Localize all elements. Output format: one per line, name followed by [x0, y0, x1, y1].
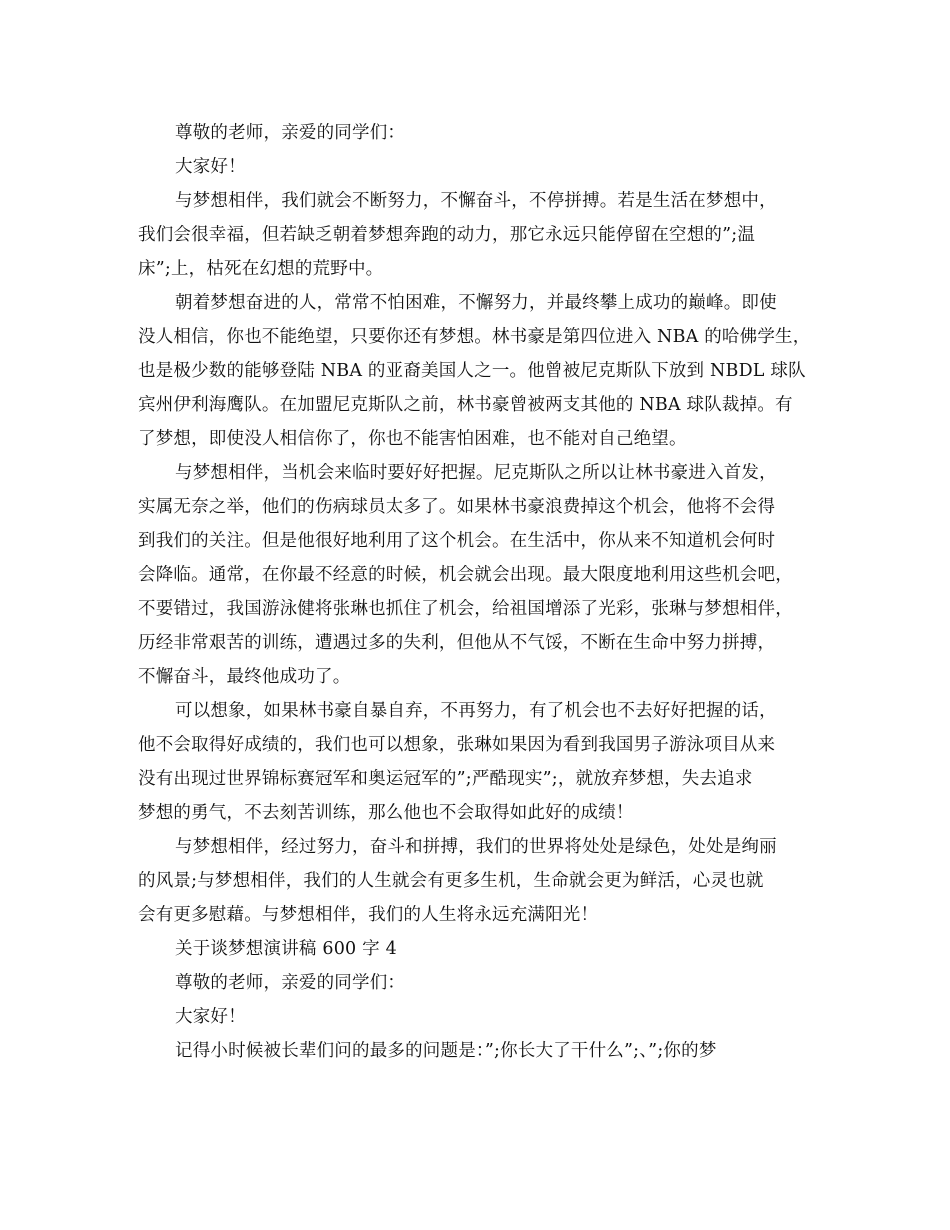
text-line: 他不会取得好成绩的，我们也可以想象，张琳如果因为看到我国男子游泳项目从来 — [138, 735, 776, 755]
text-line: 没人相信，你也不能绝望，只要你还有梦想。林书豪是第四位进入 NBA 的哈佛学生， — [138, 327, 811, 347]
text-line: 了梦想，即使没人相信你了，你也不能害怕困难，也不能对自己绝望。 — [138, 429, 687, 449]
text-line: 与梦想相伴，当机会来临时要好好把握。尼克斯队之所以让林书豪进入首发， — [175, 463, 777, 483]
text-line: 会有更多慰藉。与梦想相伴，我们的人生将永远充满阳光！ — [138, 905, 599, 925]
section-heading: 关于谈梦想演讲稿 600 字 4 — [175, 939, 397, 959]
text-line: 与梦想相伴，经过努力，奋斗和拼搏，我们的世界将处处是绿色，处处是绚丽 — [175, 837, 777, 857]
text-line: 会降临。通常，在你最不经意的时候，机会就会出现。最大限度地利用这些机会吧， — [138, 565, 793, 585]
text-line: 宾州伊利海鹰队。在加盟尼克斯队之前，林书豪曾被两支其他的 NBA 球队裁掉。有 — [138, 395, 793, 415]
text-line: 梦想的勇气，不去刻苦训练，那么他也不会取得如此好的成绩！ — [138, 803, 634, 823]
text-line: 与梦想相伴，我们就会不断努力，不懈奋斗，不停拼搏。若是生活在梦想中， — [175, 191, 777, 211]
text-line: 历经非常艰苦的训练，遭遇过多的失利，但他从不气馁，不断在生命中努力拼搏， — [138, 633, 776, 653]
text-line: 可以想象，如果林书豪自暴自弃，不再努力，有了机会也不去好好把握的话， — [175, 701, 777, 721]
text-line: 床”;上，枯死在幻想的荒野中。 — [138, 259, 384, 279]
text-line: 也是极少数的能够登陆 NBA 的亚裔美国人之一。他曾被尼克斯队下放到 NBDL 球队 — [138, 361, 806, 381]
text-line: 实属无奈之举，他们的伤病球员太多了。如果林书豪浪费掉这个机会，他将不会得 — [138, 497, 776, 517]
document-body — [138, 116, 822, 1068]
text-line: 到我们的关注。但是他很好地利用了这个机会。在生活中，你从来不知道机会何时 — [138, 531, 776, 551]
text-line: 的风景;与梦想相伴，我们的人生就会有更多生机，生命就会更为鲜活，心灵也就 — [138, 871, 764, 891]
text-line: 不懈奋斗，最终他成功了。 — [138, 667, 351, 687]
text-line: 大家好！ — [175, 1007, 246, 1027]
text-line: 记得小时候被长辈们问的最多的问题是：”;你长大了干什么”;、”;你的梦 — [175, 1041, 717, 1061]
text-line: 大家好！ — [175, 157, 246, 177]
text-line: 朝着梦想奋进的人，常常不怕困难，不懈努力，并最终攀上成功的巅峰。即使 — [175, 293, 777, 313]
text-line: 我们会很幸福，但若缺乏朝着梦想奔跑的动力，那它永远只能停留在空想的”;温 — [138, 225, 756, 245]
text-line: 尊敬的老师，亲爱的同学们： — [175, 123, 406, 143]
text-line: 没有出现过世界锦标赛冠军和奥运冠军的”;严酷现实”;，就放弃梦想，失去追求 — [138, 769, 753, 789]
text-line: 尊敬的老师，亲爱的同学们： — [175, 973, 406, 993]
text-line: 不要错过，我国游泳健将张琳也抓住了机会，给祖国增添了光彩，张琳与梦想相伴， — [138, 599, 793, 619]
